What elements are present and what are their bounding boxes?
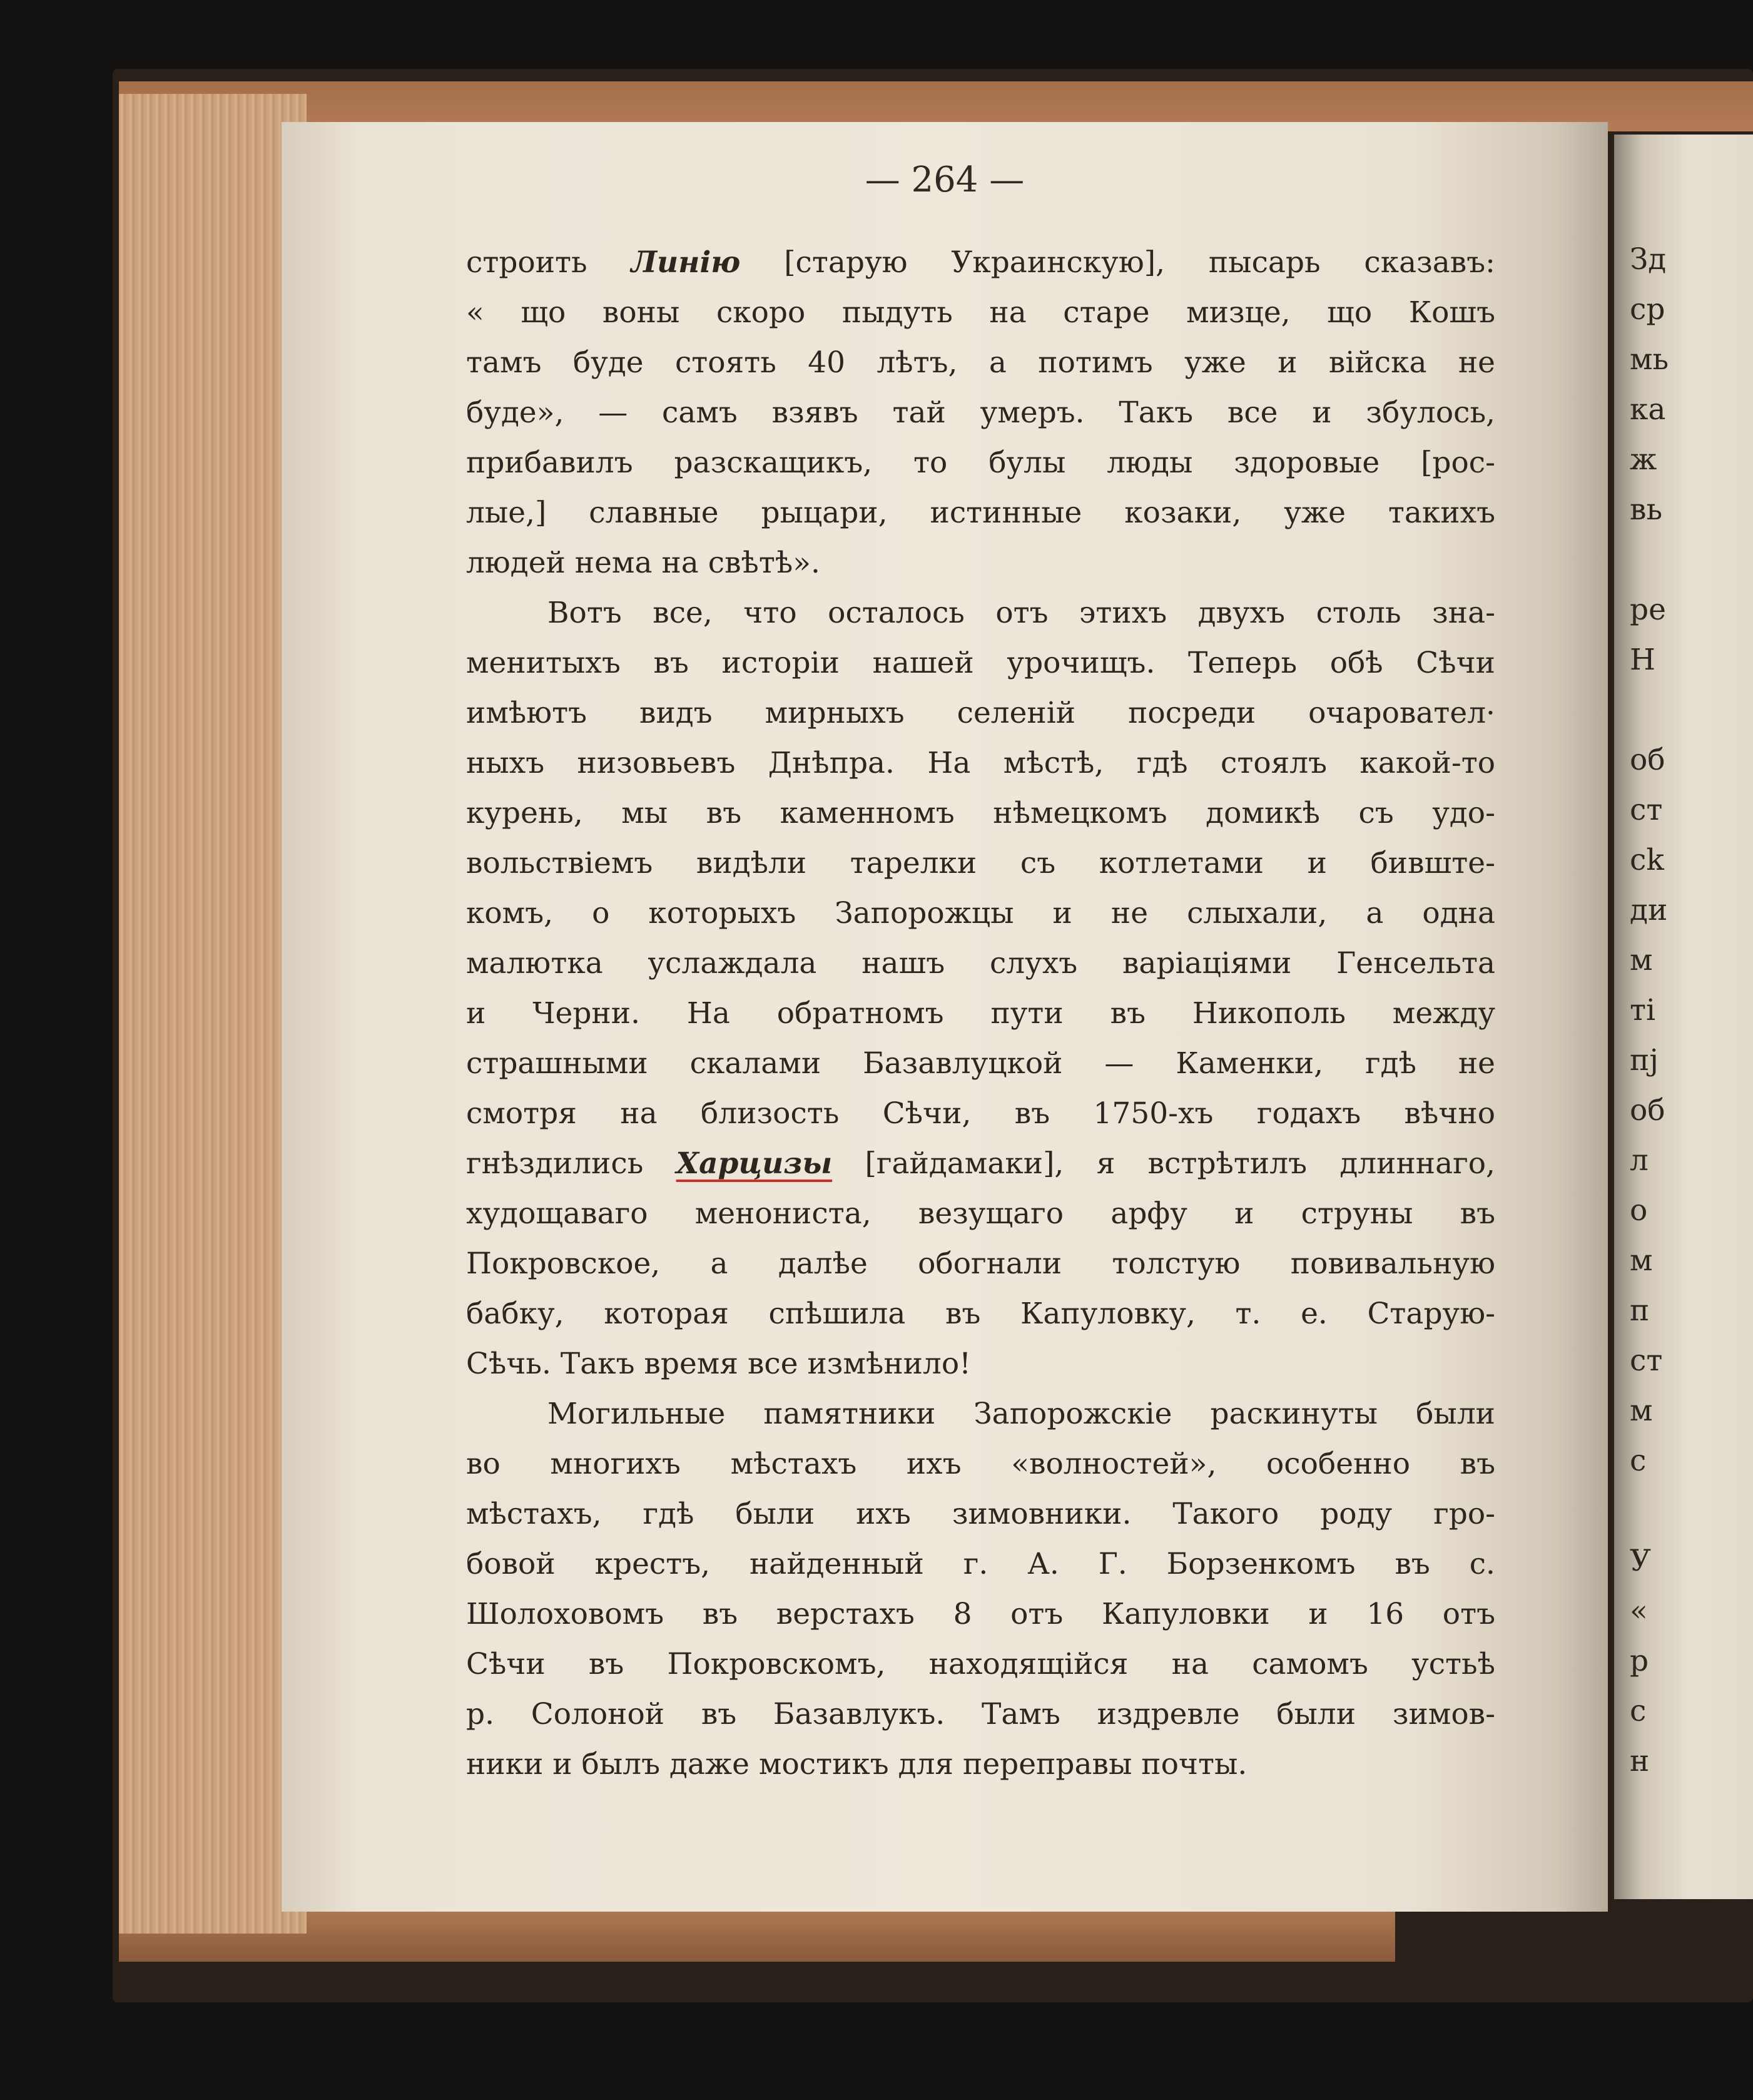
- text-line: лые,] славные рыцари, истинные козаки, уже такихъ: [466, 496, 1495, 530]
- right-page-fragment: вь: [1630, 492, 1663, 527]
- text-line: и Черни. На обратномъ пути въ Никополь между: [466, 996, 1495, 1031]
- text-segment: строить: [466, 245, 631, 280]
- right-page-fragment: н: [1630, 1744, 1650, 1778]
- right-page-fragment: сk: [1630, 843, 1664, 877]
- right-page-fragment: п: [1630, 1293, 1650, 1328]
- right-page-fragment: ди: [1630, 893, 1668, 927]
- text-line: р. Солоной въ Базавлукъ. Тамъ издревле были зимов-: [466, 1697, 1495, 1731]
- text-line: тамъ буде стоять 40 лѣтъ, а потимъ уже и війска не: [466, 345, 1495, 380]
- text-line: комъ, о которыхъ Запорожцы и не слыхали, а одна: [466, 896, 1495, 930]
- text-line: малютка услаждала нашъ слухъ варіаціями Генсельта: [466, 946, 1495, 981]
- right-page-fragment: с: [1630, 1694, 1647, 1728]
- text-line: Могильные памятники Запорожскіе раскинуты были: [547, 1397, 1495, 1431]
- right-page-fragment: ті: [1630, 993, 1656, 1027]
- right-page-fragment: Зд: [1630, 242, 1667, 277]
- right-page: [1614, 135, 1753, 1899]
- right-page-fragment: ср: [1630, 292, 1665, 327]
- text-line: ники и былъ даже мостикъ для переправы почты.: [466, 1747, 1247, 1781]
- text-line: бабку, которая спѣшила въ Капуловку, т. е. Старую-: [466, 1297, 1495, 1331]
- right-page-fragment: м: [1630, 1243, 1653, 1278]
- text-line: прибавилъ разскащикъ, то булы люды здоровые [рос-: [466, 446, 1495, 480]
- right-page-fragment: м: [1630, 943, 1653, 977]
- italic-term: Линію: [631, 245, 741, 280]
- page-number: — 264 —: [865, 160, 1025, 200]
- text-line: « що воны скоро пыдуть на старе мизце, що Кошъ: [466, 295, 1495, 330]
- text-line: Вотъ все, что осталось отъ этихъ двухъ столь зна-: [547, 596, 1495, 630]
- text-line: Сѣчь. Такъ время все измѣнило!: [466, 1347, 972, 1381]
- text-line: мѣстахъ, гдѣ были ихъ зимовники. Такого роду гро-: [466, 1497, 1495, 1531]
- book-cover-bottom: [119, 1905, 1395, 1962]
- page-edges: [119, 94, 307, 1934]
- text-line: ныхъ низовьевъ Днѣпра. На мѣстѣ, гдѣ стоялъ какой-то: [466, 746, 1495, 780]
- text-line: буде», — самъ взявъ тай умеръ. Такъ все и збулось,: [466, 395, 1495, 430]
- right-page-fragment: пј: [1630, 1043, 1659, 1078]
- text-line: смотря на близость Сѣчи, въ 1750-хъ годахъ вѣчно: [466, 1096, 1495, 1131]
- text-segment: [старую Украинскую], пысарь сказавъ:: [740, 245, 1495, 280]
- text-segment: [гайдамаки], я встрѣтилъ длиннаго,: [832, 1146, 1495, 1181]
- italic-term: Харцизы: [676, 1146, 833, 1181]
- right-page-fragment: р: [1630, 1644, 1649, 1678]
- text-line: [466, 238, 1495, 288]
- text-line: менитыхъ въ исторіи нашей урочищъ. Теперь обѣ Сѣчи: [466, 646, 1495, 680]
- right-page-fragment: ж: [1630, 442, 1657, 477]
- text-line: Шолоховомъ въ верстахъ 8 отъ Капуловки и 16 отъ: [466, 1597, 1495, 1631]
- right-page-fragment: мь: [1630, 342, 1669, 377]
- page-number-container: [282, 0, 1608, 250]
- text-line: бовой крестъ, найденный г. А. Г. Борзенкомъ въ с.: [466, 1547, 1495, 1581]
- text-line: страшными скалами Базавлуцкой — Каменки, гдѣ не: [466, 1046, 1495, 1081]
- paragraph: [466, 1389, 1495, 1790]
- body-text: [466, 238, 1495, 1790]
- paragraph: [466, 238, 1495, 588]
- text-line: [466, 1139, 1495, 1189]
- text-line: курень, мы въ каменномъ нѣмецкомъ домикѣ съ удо-: [466, 796, 1495, 830]
- right-page-fragment: об: [1630, 1093, 1665, 1128]
- right-page-fragment: «: [1630, 1594, 1648, 1628]
- text-line: Сѣчи въ Покровскомъ, находящійся на самомъ устьѣ: [466, 1647, 1495, 1681]
- right-page-fragment: У: [1630, 1544, 1651, 1578]
- text-line: Покровское, а далѣе обогнали толстую повивальную: [466, 1246, 1495, 1281]
- right-page-fragment: ка: [1630, 392, 1666, 427]
- right-page-fragment: Н: [1630, 643, 1655, 677]
- right-page-fragment: с: [1630, 1444, 1647, 1478]
- text-segment: гнѣздились: [466, 1146, 676, 1181]
- right-page-fragment: м: [1630, 1394, 1653, 1428]
- right-page-fragment: ре: [1630, 593, 1666, 627]
- right-page-fragment: о: [1630, 1193, 1648, 1228]
- text-line: людей нема на свѣтѣ».: [466, 546, 820, 580]
- right-page-fragment: ст: [1630, 793, 1663, 827]
- text-line: имѣютъ видъ мирныхъ селеній посреди очаровател·: [466, 696, 1495, 730]
- right-page-fragment: л: [1630, 1143, 1649, 1178]
- text-line: вольствіемъ видѣли тарелки съ котлетами и бивште-: [466, 846, 1495, 880]
- text-line: худощаваго менониста, везущаго арфу и струны въ: [466, 1196, 1495, 1231]
- text-line: во многихъ мѣстахъ ихъ «волностей», особенно въ: [466, 1447, 1495, 1481]
- paragraph: [466, 588, 1495, 1389]
- right-page-fragment: ст: [1630, 1343, 1663, 1378]
- right-page-fragment: об: [1630, 743, 1665, 777]
